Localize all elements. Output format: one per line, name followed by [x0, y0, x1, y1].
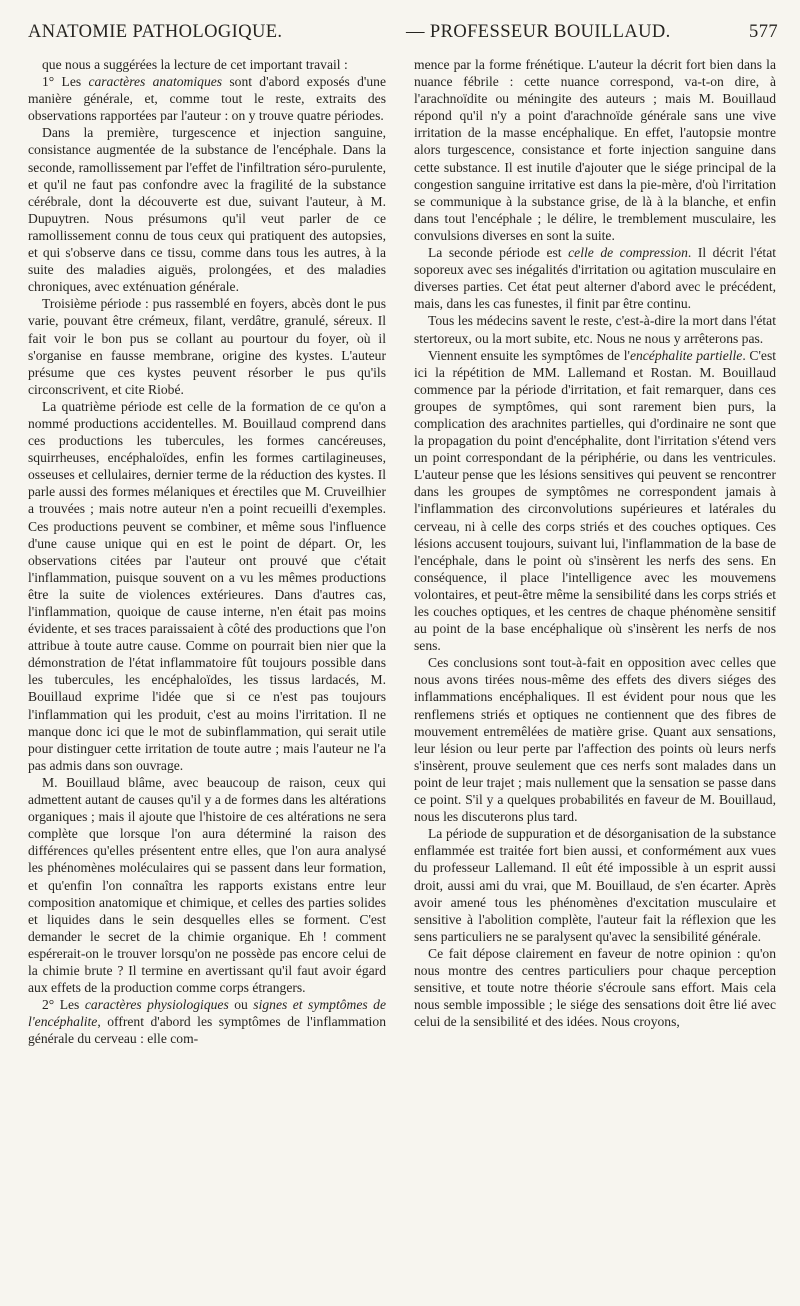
paragraph [28, 73, 386, 124]
paragraph: Dans la première, turgescence et injection sanguine, consistance augmentée de la substance de l'encéphale. Dans la seconde, ramollissement par l'effet de l'infiltration séro-purulente, et qu'il ne faut pas confondre avec la fragilité de la substance cérébrale, dont la découverte est due, suivant l'auteur, à M. Dupuytren. Nous présumons qu'il veut parler de ce ramollissement connu de tous ceux qui pratiquent des autopsies, et qui s'observe dans ce tissu, comme dans tous les autres, à la suite des maladies aiguës, prolongées, et des maladies chroniques, avec exténuation générale. [28, 125, 386, 295]
page-number: 577 [749, 22, 778, 42]
paragraph: mence par la forme frénétique. L'auteur la décrit fort bien dans la nuance fébrile : cette nuance correspond, va-t-on dire, à l'arachnoïdite ou méningite des auteurs ; mais M. Bouillaud répond qu'il n'y a point d'arachnoïde générale sans une vive irritation de la masse encéphalique. En effet, l'autopsie montre alors turgescence, consistance et forte injection sanguine dans cette substance. Il est inutile d'ajouter que le siége principal de la congestion sanguine irritative est dans la pie-mère, d'où l'irritation se communique à la substance grise, de là à la blanche, et enfin dans tout l'encéphale ; le délire, le tremblement musculaire, les convulsions diverses en sont la suite. [414, 57, 776, 243]
emphasis-text: signes et symptômes de l'encéphalite [28, 997, 386, 1030]
paragraph: Tous les médecins savent le reste, c'est-à-dire la mort dans l'état stertoreux, ou la mort subite, etc. Nous ne nous y arrêterons pas. [414, 313, 776, 346]
paragraph: La quatrième période est celle de la formation de ce qu'on a nommé productions accidentelles. M. Bouillaud comprend dans ces productions les tubercules, les formes cancéreuses, squirrheuses, encéphaloïdes, enfin les formes cartilagineuses, osseuses et cellulaires, dernier terme de la réduction des kystes. Il parle aussi des formes mélaniques et érectiles que M. Cruveilhier a trouvées ; mais notre auteur n'en a point recueilli d'exemples. Ces productions peuvent se combiner, et même sous l'influence d'une cause unique qui en est le point de départ. Or, les observations citées par l'auteur ont prouvé que c'était l'inflammation, puisque souvent on a vu les mêmes productions être la suite de violences extérieures. Dans d'autres cas, l'inflammation, quoique de cause interne, n'en était pas moins évidente, et ses traces paraissaient à côté des productions que l'on attribue à toute autre cause. Comme on pourrait bien nier que la démonstration de l'état inflammatoire fût toujours possible dans les tubercules, les encéphaloïdes, les tissus lardacés, M. Bouillaud exprime l'idée que si ce n'est pas toujours l'inflammation qui les produit, c'est au moins l'irritation. Il ne manque donc ici que le mot de subinflammation, qui serait utile pour distinguer cette irritation de toute autre ; mais l'auteur ne l'a pas admis dans son ouvrage. [28, 398, 386, 773]
paragraph: Troisième période : pus rassemblé en foyers, abcès dont le pus varie, pouvant être crémeux, filant, verdâtre, granulé, séreux. Il fait voir le bon pus se collant au pourtour du foyer, où il s'organise en fausse membrane, origine des kystes. L'auteur présume que ces kystes peuvent résorber le pus qu'ils circonscrivent, et cite Riobé. [28, 296, 386, 397]
paragraph: La période de suppuration et de désorganisation de la substance enflammée est traitée fort bien aussi, et conformément aux vues du professeur Lallemand. Il eût été impossible à un esprit aussi droit, aussi ami du vrai, que M. Bouillaud, de s'en écarter. Après avoir amené tous les phénomènes d'excitation musculaire et sensitive à l'abolition complète, l'auteur fait la réflexion que les sens particuliers ne se paralysent qu'avec la sensibilité générale. [414, 826, 776, 944]
emphasis-text: encéphalite partielle [629, 347, 743, 363]
text-column-left [28, 56, 386, 1300]
paragraph-text: Viennent ensuite les symptômes de l' [428, 347, 630, 363]
paragraph-text: sont d'abord exposés d'une manière générale, et, comme tout le reste, extraits des observations rapportées par l'auteur : on y trouve quatre périodes. [28, 74, 386, 124]
paragraph [414, 347, 776, 655]
header-title-right: — PROFESSEUR BOUILLAUD. [406, 22, 671, 42]
header-title-left: ANATOMIE PATHOLOGIQUE. [28, 22, 283, 42]
paragraph: M. Bouillaud blâme, avec beaucoup de raison, ceux qui admettent autant de causes qu'il y a de formes dans les altérations organiques ; mais il ajoute que l'histoire de ces altérations ne sera complète que lorsque l'on aura déterminé la raison des différences qu'elles présentent entre elles, que l'on aura analysé les phénomènes moléculaires qui se passent dans leur formation, et qu'enfin l'on connaîtra les rapports existans entre leur composition anatomique et chimique, et celles des parties solides et liquides dans le sein desquelles elles se forment. C'est demander le secret de la chimie organique. Eh ! comment espérerait-on le trouver lorsqu'on ne possède pas encore celui de la chimie brute ? Il termine en avertissant qu'il faut avoir égard aux effets de la production comme corps étrangers. [28, 774, 386, 996]
text-column-right [414, 56, 776, 1300]
paragraph-text: . Il décrit l'état soporeux avec ses inégalités d'irritation ou agitation musculaire en diverses parties. Cet état peut alterner d'abord avec le précédent, mais, dans les cas funestes, il finit par être continu. [414, 245, 776, 312]
paragraph-text: ou [228, 997, 254, 1013]
paragraph-text: La seconde période est [428, 245, 569, 261]
paragraph-text: . C'est ici la répétition de MM. Lallemand et Rostan. M. Bouillaud commence par la période d'irritation, et fait remarquer, dans ces groupes de symptômes, qui sont rarement bien purs, la complication des arachnites partielles, qui d'ordinaire ne sont que la propagation du point d'encéphalite, dont l'irritation s'étend vers un point correspondant de la périphérie, ou dans les ventricules. L'auteur pense que les lésions sensitives qui peuvent se rencontrer dans les groupes de symptômes ne correspondent jamais à l'inflammation des circonvolutions supérieures et latérales du cerveau, ni à celle des corps striés et des couches optiques. Ces lésions accusent toujours, suivant lui, l'inflammation de la base de l'encéphale, dans le point où s'insèrent les nerfs des sens. En conséquence, il place l'intelligence avec les mouvemens volontaires, et peut-être même la sensibilité dans les corps striés et les couches optiques, et les centres de chaque phénomène sensitif au point de la base encéphalique où s'insèrent les nerfs de nos sens. [414, 347, 776, 654]
paragraph: Ces conclusions sont tout-à-fait en opposition avec celles que nous avons tirées nous-même des effets des divers siéges des inflammations encéphaliques. Il est évident pour nous que les renflemens striés et optiques ne contiennent que des fibres de mouvement entremêlées de matière grise. Quant aux sensations, leur lésion ou leur perte par l'affection des points où leurs nerfs s'insèrent, prouve seulement que ces nerfs sont malades dans un point de leur trajet ; mais nullement que la sensation se passe dans ce point. S'il y a quelques probabilités en faveur de M. Bouillaud, nous les discuterons plus tard. [414, 655, 776, 825]
emphasis-text: caractères anatomiques [88, 74, 223, 90]
paragraph [28, 996, 386, 1047]
paragraph-text: 1° Les [42, 74, 89, 90]
paragraph-text: , offrent d'abord les symptômes de l'inflammation générale du cerveau : elle com- [28, 1014, 386, 1047]
emphasis-text: caractères physiologiques [84, 997, 229, 1013]
paragraph-text: 2° Les [42, 997, 85, 1013]
running-header [28, 14, 778, 48]
emphasis-text: celle de compression [568, 245, 688, 261]
paragraph: Ce fait dépose clairement en faveur de notre opinion : qu'on nous montre des centres particuliers pour chaque perception sensitive, et toute notre théorie s'écroule sans effort. Mais cela nous semble impossible ; le siége des sensations doit être lié avec celui de la sensibilité et des idées. Nous croyons, [414, 945, 776, 1030]
paragraph [414, 244, 776, 312]
paragraph: que nous a suggérées la lecture de cet important travail : [42, 57, 348, 72]
